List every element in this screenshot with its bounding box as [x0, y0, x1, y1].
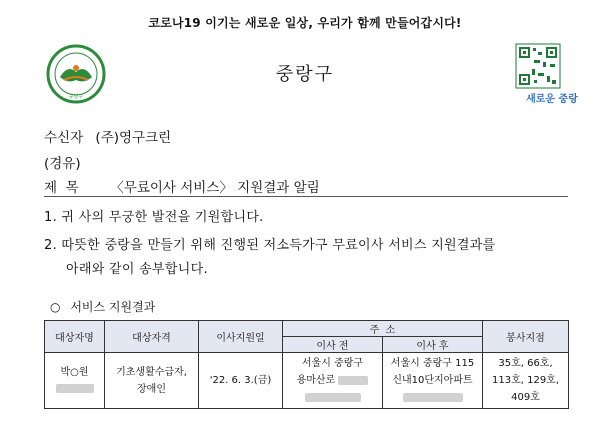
cell-qualification: [105, 353, 199, 409]
header-qualification: 대상자격: [105, 321, 199, 353]
before-line-1: 서울시 중랑구: [301, 358, 364, 369]
recipient-row: [44, 126, 171, 146]
via-row: (경유): [44, 156, 81, 172]
subject-value: 〈무료이사 서비스〉 지원결과 알림: [110, 180, 320, 196]
after-line-1: 서울시 중랑구 115: [390, 358, 475, 369]
before-line-2: 용마산로: [296, 375, 336, 386]
redacted-block: [56, 384, 94, 393]
volunteer-line-3: 409호: [511, 392, 540, 403]
recipient-value: (주)영구크린: [95, 130, 172, 146]
volunteer-line-1: 35호, 66호,: [498, 358, 553, 369]
results-table: [44, 320, 569, 409]
after-line-2: 신내10단지아파트: [392, 375, 473, 386]
header-recipient: 대상자명: [45, 321, 105, 353]
seal-caption: 중랑구: [68, 94, 84, 100]
recipient-name: 박○원: [60, 366, 89, 378]
slogan: 코로나19 이기는 새로운 일상, 우리가 함께 만들어갑시다!: [148, 16, 462, 30]
qualification-line-2: 장애인: [137, 383, 166, 395]
cell-address-after: [383, 353, 483, 409]
redacted-block: [338, 376, 368, 385]
volunteer-line-2: 113호, 129호,: [491, 375, 560, 386]
subject-row: [44, 176, 320, 196]
section-title: 서비스 지원결과: [70, 300, 156, 314]
header-address-after: 이사 후: [383, 337, 483, 353]
header-address: 주 소: [283, 321, 483, 337]
table-row: [45, 353, 569, 409]
cell-volunteer: [483, 353, 569, 409]
cell-address-before: [283, 353, 383, 409]
document-title: 중랑구: [275, 64, 335, 85]
header-address-before: 이사 전: [283, 337, 383, 353]
qr-code-brand-logo: [510, 38, 578, 110]
cell-recipient: [45, 353, 105, 409]
paragraph-2-line-2: 아래와 같이 송부합니다.: [66, 262, 208, 277]
header-volunteer: 봉사지점: [483, 321, 569, 353]
header-move-date: 이사지원일: [199, 321, 283, 353]
cell-move-date: '22. 6. 3.(금): [199, 353, 283, 409]
brand-text: 새로운 중랑: [526, 94, 578, 105]
qualification-line-1: 기초생활수급자,: [116, 366, 187, 378]
paragraph-1: 1. 귀 사의 무궁한 발전을 기원합니다.: [44, 210, 264, 225]
section-bullet: ○: [50, 300, 61, 314]
paragraph-2-line-1: 2. 따뜻한 중랑을 만들기 위해 진행된 저소득가구 무료이사 서비스 지원결과를: [44, 238, 496, 253]
redacted-block: [305, 393, 361, 402]
subject-divider: [44, 196, 568, 197]
subject-label: 제 목: [44, 180, 79, 196]
recipient-label: 수신자: [44, 130, 84, 146]
section-heading: [50, 298, 155, 315]
redacted-block: [403, 393, 463, 402]
